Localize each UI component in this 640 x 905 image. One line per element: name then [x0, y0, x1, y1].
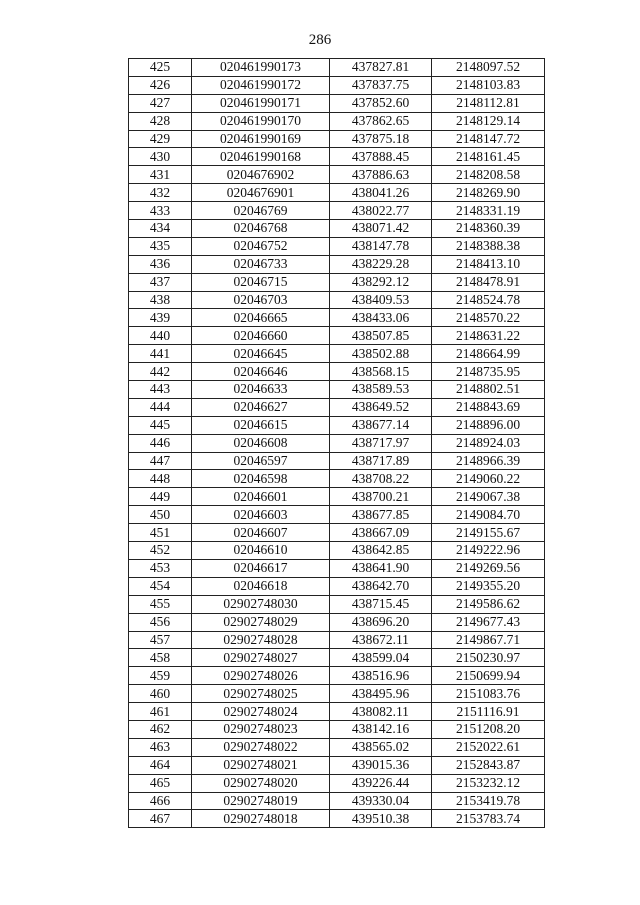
- y-coordinate-cell: 2148631.22: [432, 327, 545, 345]
- y-coordinate-cell: 2148478.91: [432, 273, 545, 291]
- table-row: [129, 559, 545, 577]
- point-id-cell: 02902748025: [192, 685, 330, 703]
- row-number-cell: 442: [129, 363, 192, 381]
- y-coordinate-cell: 2148802.51: [432, 381, 545, 399]
- x-coordinate-cell: 438642.85: [330, 542, 432, 560]
- point-id-cell: 02046627: [192, 398, 330, 416]
- y-coordinate-cell: 2148103.83: [432, 76, 545, 94]
- x-coordinate-cell: 437886.63: [330, 166, 432, 184]
- point-id-cell: 02046615: [192, 416, 330, 434]
- point-id-cell: 02046597: [192, 452, 330, 470]
- table-row: [129, 416, 545, 434]
- y-coordinate-cell: 2151083.76: [432, 685, 545, 703]
- row-number-cell: 467: [129, 810, 192, 828]
- point-id-cell: 02902748030: [192, 595, 330, 613]
- y-coordinate-cell: 2148388.38: [432, 237, 545, 255]
- x-coordinate-cell: 437827.81: [330, 59, 432, 77]
- point-id-cell: 02902748020: [192, 774, 330, 792]
- table-row: [129, 309, 545, 327]
- x-coordinate-cell: 438229.28: [330, 255, 432, 273]
- table-row: [129, 273, 545, 291]
- y-coordinate-cell: 2148161.45: [432, 148, 545, 166]
- row-number-cell: 437: [129, 273, 192, 291]
- y-coordinate-cell: 2148360.39: [432, 220, 545, 238]
- row-number-cell: 452: [129, 542, 192, 560]
- coordinates-table-body: [129, 59, 545, 828]
- x-coordinate-cell: 439510.38: [330, 810, 432, 828]
- row-number-cell: 465: [129, 774, 192, 792]
- x-coordinate-cell: 438715.45: [330, 595, 432, 613]
- y-coordinate-cell: 2148413.10: [432, 255, 545, 273]
- row-number-cell: 448: [129, 470, 192, 488]
- row-number-cell: 426: [129, 76, 192, 94]
- x-coordinate-cell: 437837.75: [330, 76, 432, 94]
- point-id-cell: 02902748022: [192, 738, 330, 756]
- y-coordinate-cell: 2151116.91: [432, 703, 545, 721]
- row-number-cell: 431: [129, 166, 192, 184]
- x-coordinate-cell: 438642.70: [330, 577, 432, 595]
- table-row: [129, 363, 545, 381]
- x-coordinate-cell: 438696.20: [330, 613, 432, 631]
- x-coordinate-cell: 438409.53: [330, 291, 432, 309]
- y-coordinate-cell: 2153232.12: [432, 774, 545, 792]
- point-id-cell: 020461990170: [192, 112, 330, 130]
- x-coordinate-cell: 438708.22: [330, 470, 432, 488]
- table-row: [129, 613, 545, 631]
- coordinates-table: [128, 58, 545, 828]
- table-row: [129, 542, 545, 560]
- point-id-cell: 02046646: [192, 363, 330, 381]
- x-coordinate-cell: 437852.60: [330, 94, 432, 112]
- point-id-cell: 02046607: [192, 524, 330, 542]
- point-id-cell: 02902748026: [192, 667, 330, 685]
- point-id-cell: 02046633: [192, 381, 330, 399]
- table-row: [129, 685, 545, 703]
- row-number-cell: 461: [129, 703, 192, 721]
- x-coordinate-cell: 438667.09: [330, 524, 432, 542]
- point-id-cell: 02046752: [192, 237, 330, 255]
- row-number-cell: 427: [129, 94, 192, 112]
- point-id-cell: 02902748027: [192, 649, 330, 667]
- row-number-cell: 444: [129, 398, 192, 416]
- row-number-cell: 466: [129, 792, 192, 810]
- x-coordinate-cell: 438717.89: [330, 452, 432, 470]
- y-coordinate-cell: 2148664.99: [432, 345, 545, 363]
- point-id-cell: 02046603: [192, 506, 330, 524]
- y-coordinate-cell: 2152843.87: [432, 756, 545, 774]
- table-row: [129, 470, 545, 488]
- point-id-cell: 02046618: [192, 577, 330, 595]
- point-id-cell: 02046617: [192, 559, 330, 577]
- point-id-cell: 02902748029: [192, 613, 330, 631]
- row-number-cell: 455: [129, 595, 192, 613]
- row-number-cell: 430: [129, 148, 192, 166]
- point-id-cell: 02046768: [192, 220, 330, 238]
- table-row: [129, 130, 545, 148]
- row-number-cell: 463: [129, 738, 192, 756]
- table-row: [129, 434, 545, 452]
- row-number-cell: 464: [129, 756, 192, 774]
- table-row: [129, 291, 545, 309]
- table-row: [129, 506, 545, 524]
- point-id-cell: 0204676901: [192, 184, 330, 202]
- x-coordinate-cell: 438568.15: [330, 363, 432, 381]
- row-number-cell: 458: [129, 649, 192, 667]
- row-number-cell: 425: [129, 59, 192, 77]
- row-number-cell: 433: [129, 202, 192, 220]
- y-coordinate-cell: 2148966.39: [432, 452, 545, 470]
- y-coordinate-cell: 2149586.62: [432, 595, 545, 613]
- point-id-cell: 02902748018: [192, 810, 330, 828]
- row-number-cell: 456: [129, 613, 192, 631]
- y-coordinate-cell: 2148735.95: [432, 363, 545, 381]
- row-number-cell: 428: [129, 112, 192, 130]
- y-coordinate-cell: 2149269.56: [432, 559, 545, 577]
- y-coordinate-cell: 2149867.71: [432, 631, 545, 649]
- x-coordinate-cell: 438599.04: [330, 649, 432, 667]
- point-id-cell: 02902748019: [192, 792, 330, 810]
- table-row: [129, 720, 545, 738]
- point-id-cell: 02902748028: [192, 631, 330, 649]
- row-number-cell: 434: [129, 220, 192, 238]
- table-row: [129, 774, 545, 792]
- table-row: [129, 738, 545, 756]
- y-coordinate-cell: 2148097.52: [432, 59, 545, 77]
- table-row: [129, 595, 545, 613]
- point-id-cell: 02046610: [192, 542, 330, 560]
- table-row: [129, 345, 545, 363]
- x-coordinate-cell: 438677.85: [330, 506, 432, 524]
- table-row: [129, 703, 545, 721]
- row-number-cell: 439: [129, 309, 192, 327]
- row-number-cell: 457: [129, 631, 192, 649]
- y-coordinate-cell: 2148570.22: [432, 309, 545, 327]
- row-number-cell: 462: [129, 720, 192, 738]
- table-row: [129, 649, 545, 667]
- table-row: [129, 202, 545, 220]
- table-row: [129, 112, 545, 130]
- row-number-cell: 449: [129, 488, 192, 506]
- x-coordinate-cell: 438516.96: [330, 667, 432, 685]
- x-coordinate-cell: 439015.36: [330, 756, 432, 774]
- x-coordinate-cell: 438292.12: [330, 273, 432, 291]
- point-id-cell: 0204676902: [192, 166, 330, 184]
- x-coordinate-cell: 438142.16: [330, 720, 432, 738]
- y-coordinate-cell: 2151208.20: [432, 720, 545, 738]
- point-id-cell: 020461990169: [192, 130, 330, 148]
- row-number-cell: 432: [129, 184, 192, 202]
- row-number-cell: 441: [129, 345, 192, 363]
- point-id-cell: 020461990172: [192, 76, 330, 94]
- table-row: [129, 255, 545, 273]
- y-coordinate-cell: 2148269.90: [432, 184, 545, 202]
- x-coordinate-cell: 438565.02: [330, 738, 432, 756]
- y-coordinate-cell: 2149060.22: [432, 470, 545, 488]
- row-number-cell: 429: [129, 130, 192, 148]
- row-number-cell: 435: [129, 237, 192, 255]
- row-number-cell: 454: [129, 577, 192, 595]
- y-coordinate-cell: 2148524.78: [432, 291, 545, 309]
- x-coordinate-cell: 438641.90: [330, 559, 432, 577]
- point-id-cell: 02902748021: [192, 756, 330, 774]
- table-row: [129, 488, 545, 506]
- table-row: [129, 59, 545, 77]
- x-coordinate-cell: 438677.14: [330, 416, 432, 434]
- point-id-cell: 02046660: [192, 327, 330, 345]
- point-id-cell: 02046733: [192, 255, 330, 273]
- x-coordinate-cell: 438495.96: [330, 685, 432, 703]
- table-row: [129, 524, 545, 542]
- table-row: [129, 76, 545, 94]
- y-coordinate-cell: 2149222.96: [432, 542, 545, 560]
- y-coordinate-cell: 2148208.58: [432, 166, 545, 184]
- y-coordinate-cell: 2148112.81: [432, 94, 545, 112]
- x-coordinate-cell: 437862.65: [330, 112, 432, 130]
- table-row: [129, 810, 545, 828]
- x-coordinate-cell: 437888.45: [330, 148, 432, 166]
- table-row: [129, 166, 545, 184]
- table-row: [129, 577, 545, 595]
- point-id-cell: 02046598: [192, 470, 330, 488]
- table-row: [129, 237, 545, 255]
- x-coordinate-cell: 438717.97: [330, 434, 432, 452]
- y-coordinate-cell: 2148924.03: [432, 434, 545, 452]
- y-coordinate-cell: 2149067.38: [432, 488, 545, 506]
- table-row: [129, 756, 545, 774]
- x-coordinate-cell: 437875.18: [330, 130, 432, 148]
- point-id-cell: 02046715: [192, 273, 330, 291]
- x-coordinate-cell: 438022.77: [330, 202, 432, 220]
- point-id-cell: 02046769: [192, 202, 330, 220]
- row-number-cell: 440: [129, 327, 192, 345]
- x-coordinate-cell: 438433.06: [330, 309, 432, 327]
- x-coordinate-cell: 438700.21: [330, 488, 432, 506]
- point-id-cell: 020461990173: [192, 59, 330, 77]
- x-coordinate-cell: 438041.26: [330, 184, 432, 202]
- table-row: [129, 381, 545, 399]
- table-row: [129, 398, 545, 416]
- point-id-cell: 02046608: [192, 434, 330, 452]
- row-number-cell: 443: [129, 381, 192, 399]
- table-row: [129, 148, 545, 166]
- x-coordinate-cell: 439226.44: [330, 774, 432, 792]
- point-id-cell: 020461990168: [192, 148, 330, 166]
- y-coordinate-cell: 2148147.72: [432, 130, 545, 148]
- row-number-cell: 460: [129, 685, 192, 703]
- x-coordinate-cell: 438672.11: [330, 631, 432, 649]
- y-coordinate-cell: 2149355.20: [432, 577, 545, 595]
- x-coordinate-cell: 438589.53: [330, 381, 432, 399]
- y-coordinate-cell: 2150230.97: [432, 649, 545, 667]
- table-row: [129, 94, 545, 112]
- x-coordinate-cell: 438507.85: [330, 327, 432, 345]
- y-coordinate-cell: 2148129.14: [432, 112, 545, 130]
- point-id-cell: 02046665: [192, 309, 330, 327]
- row-number-cell: 451: [129, 524, 192, 542]
- x-coordinate-cell: 438649.52: [330, 398, 432, 416]
- table-row: [129, 184, 545, 202]
- page-number: 286: [308, 32, 332, 48]
- table-row: [129, 667, 545, 685]
- y-coordinate-cell: 2149677.43: [432, 613, 545, 631]
- x-coordinate-cell: 439330.04: [330, 792, 432, 810]
- table-row: [129, 327, 545, 345]
- point-id-cell: 02046703: [192, 291, 330, 309]
- row-number-cell: 438: [129, 291, 192, 309]
- row-number-cell: 445: [129, 416, 192, 434]
- table-row: [129, 452, 545, 470]
- y-coordinate-cell: 2150699.94: [432, 667, 545, 685]
- y-coordinate-cell: 2148896.00: [432, 416, 545, 434]
- row-number-cell: 447: [129, 452, 192, 470]
- table-row: [129, 220, 545, 238]
- point-id-cell: 02046601: [192, 488, 330, 506]
- point-id-cell: 02046645: [192, 345, 330, 363]
- x-coordinate-cell: 438147.78: [330, 237, 432, 255]
- x-coordinate-cell: 438502.88: [330, 345, 432, 363]
- row-number-cell: 450: [129, 506, 192, 524]
- point-id-cell: 02902748023: [192, 720, 330, 738]
- y-coordinate-cell: 2149084.70: [432, 506, 545, 524]
- x-coordinate-cell: 438082.11: [330, 703, 432, 721]
- y-coordinate-cell: 2148331.19: [432, 202, 545, 220]
- point-id-cell: 02902748024: [192, 703, 330, 721]
- row-number-cell: 453: [129, 559, 192, 577]
- table-row: [129, 792, 545, 810]
- row-number-cell: 459: [129, 667, 192, 685]
- row-number-cell: 446: [129, 434, 192, 452]
- x-coordinate-cell: 438071.42: [330, 220, 432, 238]
- y-coordinate-cell: 2148843.69: [432, 398, 545, 416]
- y-coordinate-cell: 2153783.74: [432, 810, 545, 828]
- y-coordinate-cell: 2153419.78: [432, 792, 545, 810]
- y-coordinate-cell: 2149155.67: [432, 524, 545, 542]
- row-number-cell: 436: [129, 255, 192, 273]
- y-coordinate-cell: 2152022.61: [432, 738, 545, 756]
- table-row: [129, 631, 545, 649]
- point-id-cell: 020461990171: [192, 94, 330, 112]
